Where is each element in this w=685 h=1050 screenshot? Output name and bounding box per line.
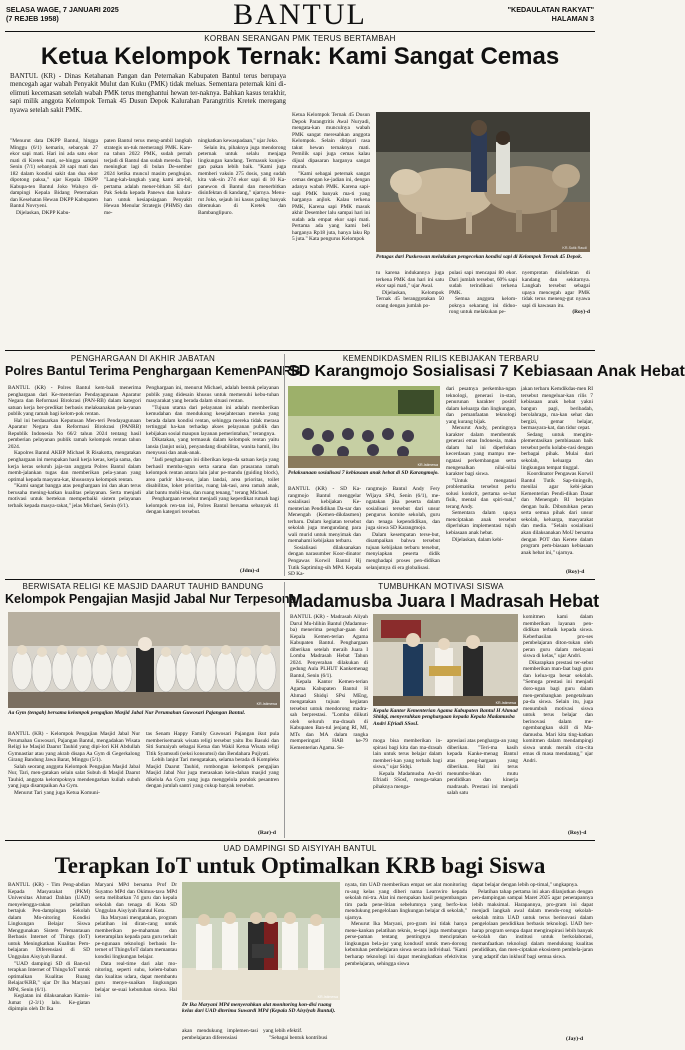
signature-line <box>522 309 590 316</box>
paragraph: Dalam kesempatan terse-but, disampaikan bahwa tersebut tujuan kebijakan terbaru tersebut, menyiapkan peserta didik menghadapi proses pen-didikan selanjutnya di era globalisasi. <box>366 531 440 571</box>
paragraph: Kepala Kantor Kemen-terian Agama Kabupaten Bantul H Ahmad Shidqi SPsi MEng, mengatakan tujuan kegiatan tersebut untuk mendorong madra-sah berprestasi. "Lomba diikuti oleh seluruh ma-drasah di Kabupaten Ban-tul jenjang RI, MI, MTs dan MA dalam rangka memperingati HAB ke-79 Kementerian Agama. Se- <box>290 679 368 751</box>
paragraph: Koordinator Pengawas Korwil Bantul Tutik Sap-tiningsih, menilai agar kebi-jakan Kementerian Pendi-dikan Dasar dan Menengah RI berjalan dengan baik. Dibutuhkan peran serta semua pihak dari unsur sekolah, keluarga, masyarakat dan media. "Selain sosialisasi akan dilaksanakan MoU bersama dengan POT dan Kerete dalam program pem-biasaan kebiasaan anak hebat ini," ujarnya. <box>521 471 593 556</box>
paragraph: pulasi sapi mencapai 80 ekor. Dari jumlah tersebut, 60% sapi sudah terindikasi terkena PMK. <box>449 270 517 296</box>
paragraph: Penghargaan ini, menurut Michael, adalah bentuk pelayanan publik yang didesain khusus untuk memenuhi kebu-tuhan masyarakat yang berada dalam situasi rentan. <box>146 385 279 405</box>
paragraph: Dijelaskan, DKPP Kabu- <box>16 210 71 217</box>
article5-col3 <box>447 738 518 836</box>
paragraph: BANTUL (KR) - Kelompok Pengajian Masjid Jabal Nur Perumahan Guwosari, Pajangan Bantul, mengadakan Wisata Religi ke Masjid Daarut Tauhid yang dipi-lori KH Abdullah Gymnastiar atau yang akrab disapa Aa Gym di Gegerkalong Girang Bandung Jawa Barat, Minggu (5/1). <box>8 731 140 764</box>
classroom-handover-photo-image <box>182 882 340 1000</box>
masthead <box>0 0 600 30</box>
paragraph: Sedang untuk mengim-plementasikan pembiasaan baik tersebut perlu kolabo-rasi dengan berbagai pihak. Mulai dari sekolah, keluarga dan lingkungan tempat tinggal. <box>521 431 593 471</box>
article3-photo <box>288 386 440 468</box>
paragraph: Selain itu, pihaknya juga mendorong peternak untuk selalu menjaga lingkungan kandang. Termasuk kunjun-gan pakan lebih baik. "Kami juga memberi vaksin 275 dosis, yang sudah kita vak-sin 274 ekor sapi di 10 Ka-panewon di Bantul dan menerbitkan disinfektan di kandang," ujarnya. Menu-rut Joko, sejauh ini kasus paling banyak ditemukan di Kretek dan Bambanglipuro. <box>198 144 286 217</box>
section-title: BANTUL <box>233 0 367 31</box>
article3-col1 <box>288 486 361 578</box>
paragraph: Data real-time dari alat mo-nitoring, seperti suhu, kelem-baban dan kualitas udara, dapat membantu guru menye-suaikan lingkungan belajar se-suai kebutuhan siswa. Hal ini <box>95 960 177 1000</box>
paragraph: tas Senam Happy Family Guwosari Pajangan ikut pula memberisemarak wisata religi tersebut yaitu Ibu Basuki dan Siti Sumaiyah sebagai Ketua dan Wakil Ketua Wisata religi Titik Syamsudi (seksi konsumsi) dan Bendahara Pujiyati. <box>146 731 279 757</box>
paragraph: Menurut Andy, pentingnya karakter dalam membentuk generasi emas Indonesia, maka dalam hal ini diperlukan kecerdasan yang mampu me-ngatasi perkembangan serta mengenalkan nilai-nilai karakter bagi siswa. <box>446 425 516 478</box>
paragraph: Sementara dalam upaya menciptakan anak tersebut diperlukan implementasi tujuh kebiasaan anak hebat. <box>446 510 516 537</box>
article4-photo <box>8 612 280 708</box>
article5-signature: (Roy)-d <box>568 830 587 836</box>
paragraph: yang lebih efektif. <box>263 1028 303 1034</box>
paragraph: jakan terbaru Kemdikdas-men RI tersebut mengeluar-kan rilis 7 kebiasaan anak hebat yakni bangun pagi, beribadah, berolahraga, ma-kan sehat dan bergizi, gemar belajar, bermasyara-kat, dan tidur cepat. <box>521 386 593 432</box>
article6-col3 <box>182 1028 258 1048</box>
paragraph: komitmen kami dalam memberikan layanan pen-didikan terbaik kepada siswa. Keberhasilan pro-ses pembelajaran diton-tukan oleh peran guru dalam melayani siswa di kelas," ujar Andri. <box>523 614 593 660</box>
article3-photo-credit: KR-Istimewa <box>417 463 438 467</box>
article1-lead <box>10 73 286 115</box>
article1-col6 <box>449 270 517 346</box>
paper-name: "KEDAULATAN RAKYAT" <box>507 5 594 14</box>
paragraph: moga bisa memberikan in-spirasi bagi kita dan ma-drasah lain untuk terus belajar dalam memberi-kan yang terbaik bagi siswa," ujar Sidqi. <box>373 738 442 771</box>
paragraph: akan mendukung implemen-tasi pembelajaran diferensiasi <box>182 1028 258 1041</box>
paragraph: Dijelaskan, Kelompok Ternak 45 beranggotakan 50 orang dengan jumlah po- <box>376 289 444 309</box>
paragraph: Dikarapkan prestasi ter-sebut memberikan man-faat bagi guru dan kelua-rga besar sekolah. "Semoga prestasi ini menjadi doro-ngan bagi guru dalam men-gembangkan pengetahuan pa-da siswa. Selain itu, juga menumbuh motivasi siswa untuk terus belajar dan berinovasi dalam me-ngembangkan skill di Ma-damusba. Mari kita ting-katkan komitmen dalam mendampingi siswa untuk meraih cita-cita emas di masa mendatang," ujar Andri. <box>523 659 593 765</box>
article3-col2 <box>366 486 440 578</box>
paragraph: Sosialisasi dilaksanakan dengan narasumber Koor-dinator Pengawas Korwil Bantul Hj Tutik Saptiming-sih MPd. Kepala SD Ka- <box>288 544 361 578</box>
paragraph: paten Bantul terus meng-ambil langkah strategis un-tuk memerangi PMK. Kare-na tahun 2022 PMK, sudah pernah terjadi di Bantul dan sudah mereda. Tapi meningkat lagi di bulan De-sember 2024 ketika muncul masim penghujan. "Lang-kah-langkah yang kami am-bil, pertama adalah mener-bitkan SE dari Pak Sekda kepada Panewu dan kalura-han untuk kesiapsiagaan Penyakit Hewan Menular Strategis (PHMS) dan me- <box>104 138 192 217</box>
article5-col1 <box>290 614 368 836</box>
section-divider <box>5 579 595 580</box>
column-divider <box>284 354 285 576</box>
paragraph: "Jadi penghargaan ini diberikan kepa-da satuan kerja yang berhasil memba-ngun serta sarana dan prasarana ramah kelompok rentan antara lain jalur pe-mandu (guiding block), area parkir khu-sus, jalan landai, area prioritas, toilet disabilitas, loket prioritas, ruang lak-tasi, area ramah anak, alat bantu mobil-itas, dan ruang tenang," terang Michael. <box>146 457 279 496</box>
masthead-page-info <box>508 6 594 23</box>
article1-col7 <box>522 270 590 346</box>
paragraph: "UAD dampingi SD di Ban-tul terapkan Internet of Things/IoT untuk optimalkan Kualitas Ruang Belajar/KRB," ujar Dr Ika Maryani MPd, Senin (6/1). <box>8 960 90 993</box>
paragraph: nyata, tim UAD memberikan empat set alat monitoring ru-ang kelas yang diberi nama Learnviro kepada sekolah mi-tra. Alat ini merupakan hasil pengembangan tim pada pene-litian sebelumnya yang berfo-kus mendukung pengelolaan lingkungan belajar di sekolah," ujarnya. <box>345 882 467 921</box>
paragraph: Kapolres Bantul AKBP Michael R Risakotta, mengatakan penghargaan ini merupakan hasil kerja keras, kerja sama, dan kerja keras seluruh jaja-ran anggota Polres Bantul dalam memb-jalankan tugas dan memberikan pela-yanan yang optimal kepada masyara-kat, khususnya kelompok rentan. <box>8 450 141 483</box>
article1-col2 <box>104 138 192 345</box>
article3-photo-caption: Pelaksanaan sosialisasi 7 kebiasaan anak hebat di SD Karangmojo. <box>288 470 439 476</box>
column-divider <box>284 582 285 838</box>
date-line-2: (7 REJEB 1958) <box>6 13 59 23</box>
paragraph: "Menurut data DKPP Bantul, hingga Minggu (6/1) kemarin, sebanyak 27 ekor sapi mati. Hari ini ada satu ekor mati di Kretek mati, se-hingga sampai Senin (7/1) sebanyak 28 sapi mati dan 182 dalam kondisi sakit dan dua ekor dipotong paksa," ujar Kepala DKPP Kabupa-ten Bantul Joko Waluyo di-dampingi Kepala Bidang Peternakan dan Kesehatan Hewan DKPP Kabupaten Bantul Novryeni. <box>10 138 98 210</box>
article6-col4 <box>263 1028 340 1048</box>
article3-kicker: KEMENDIKDASMEN RILIS KEBIJAKAN TERBARU <box>342 354 540 363</box>
masthead-rule <box>5 31 595 32</box>
paragraph: Lebih lanjut Tari mengatakan, selama berada di Kompleks Masjid Daarut Tauhid, rombongan kelompok pengajian Masjid Jabal Nur juga merasakan kein-dahan masjid yang dikelola Aa Gym yang juga menggelola pondok pesantren dengan jumlah santri yang cukup banyak tersebut. <box>146 757 279 790</box>
paragraph: BANTUL (KR) - Madrasah Aliyah Darul Mu-hlihin Bantul (Madamus-ba) menerima penghar-gaan dari Kepala Kemen-terian Agama Kabupaten Bantul. Penghargaan diberikan setelah meraih Juara I Lomba Madrasah Hebat Tahun 2024. Penyerahan dilakukan di gedung Aula PLHUT Kankemenag Bantul, Senin (6/1). <box>290 614 368 679</box>
article5-kicker: TUMBUHKAN MOTIVASI SISWA <box>378 582 504 591</box>
paragraph: Dijelaskan, dalam kebi- <box>452 536 504 543</box>
article5-col4 <box>523 614 593 828</box>
article6-headline: Terapkan IoT untuk Optimalkan KRB bagi Siswa <box>54 853 546 878</box>
article1-col4 <box>292 112 370 302</box>
paragraph: rangmojo Bantul Andy Fery Wijaya SPd, Senin (6/1), me-ngatakan jika peserta dalam sosialisasi tersebut dari unsur pengurus komite sekolah, guru dan tenaga kependidikan, dan juga siswa SD Karangmojo. <box>366 486 440 532</box>
paragraph: "Kami sangat bangga atas penghargaan ini dan akan terus berusaha mening-katkan kualitas pelayanan. Serta menjadi motivasi untuk bertekun memperbaiki sistem pelayanan terbaik kepada masya-rakat," jelas Michael, Senin (6/1). <box>8 483 141 509</box>
article1-col1 <box>10 138 98 345</box>
article6-photo <box>182 882 340 1000</box>
article5-headline: Madamusba Juara I Madrasah Hebat <box>288 591 600 611</box>
date-line-1: SELASA WAGE, 7 JANUARI 2025 <box>6 5 119 14</box>
paragraph: Salah seorang anggota Kelompok Pengajian Masjid Jabal Nur, Tari, men-gatakan selain salat Subuh di Masjid Daarut Tauhid, anggota kelompoknya mendengarkan kuliah subuh yang juga disampaikan Aa Gym. <box>8 763 140 790</box>
paragraph: "Kami sebagai peternak sangat cemas dengan ke-jadian ini, dengan adanya wabah PMK. Karena sapi-sapi PMK banyak ma-ti yang harganya anjlok. Kalau terkena PMK, Karena sapi PMK masuk akhir Desember lalu sampai hari ini sudah ada empat ekor sapi mati. Pertama ada yang kami beli harganya Rp18 juta, hanya laku Rp 5 juta." Kata pengurus Kelompok <box>292 170 370 243</box>
article6-photo-credit: KR-Istimewa <box>317 995 338 999</box>
article3-signature: (Roy)-d <box>566 569 585 575</box>
article5-photo <box>373 614 518 706</box>
classroom-photo-image <box>288 386 440 468</box>
paragraph: apresiasi atas pengharga-an yang diberikan. "Teri-ma kasih kepada Kanke-menag Bantul atas peng-hargaan yang diberikan. Hal ini terus menumbu-hkan mutu pendidikan dan kinerja madrasah. Prestasi ini menjadi salah satu <box>447 738 518 797</box>
paragraph: "Tujuan utama dari pelayanan ini adalah memberikan kemudahan dan mendukung kesejahteraan mereka yang berada dalam kondisi rentan, sehingga mereka tidak merasa tertinggal ha-kan terhadap akses pelayanan publik dan kebijakan sosial maupun layanan pemerintahan," terangnya. <box>146 404 279 437</box>
paragraph: Penghargaan tersebut menjadi yang keperdikat rumah bagi kelompok ren-tan ini, Polres Bantul bersama sebanyak 41 dengan kategori tersebut. <box>146 496 279 516</box>
article2-headline: Polres Bantul Terima Penghargaan KemenPANRB <box>5 364 301 378</box>
article4-photo-credit: KR-Istimewa <box>256 702 277 706</box>
paragraph: Maryani MPd bersama Prof Dr Suyatno MPd dan Okimus-tava MPd serta melibatkan 74 guru dan kepala sekolah dan tenaga di Kota SD Unggulan Aisyiyah Bantul Kota. <box>95 882 177 915</box>
article6-photo-caption: Dr Ika Maryani MPd menyerahkan alat monitoring kon-disi ruang kelas dari UAD diterima Suwardi MPd (Kepala SD Aisyiyah Bantul). <box>182 1002 336 1015</box>
article6-col5 <box>345 882 467 1044</box>
paragraph: BANTUL (KR) - Polres Bantul kem-bali menerima penghargaan dari Ke-menterian Pendayagunaan Aparatur Negara dan Reformasi Birokrasi (PAN-RB) dalam kategori satuan kerja ber-predikat berbasis melaksanakan pela-yanan publik yang ramah bagi kelom-pok rentan. <box>8 385 141 418</box>
paragraph: Semua anggota kelom-poknya sekarang ini diduo-rong untuk melakukan pe- <box>449 296 517 316</box>
article2-kicker: PENGHARGAAN DI AKHIR JABATAN <box>70 354 216 363</box>
article6-col1 <box>8 882 90 1044</box>
article4-col2 <box>146 731 279 835</box>
article1-kicker: KORBAN SERANGAN PMK TERUS BERTAMBAH <box>204 34 396 43</box>
article5-col2 <box>373 738 442 836</box>
paragraph: "Untuk mengatasi problematika tersebut perlu solusi konkrit, pertama se-hat fisik, mental dan spiri-tual," terang Andy. <box>446 477 516 510</box>
paragraph: Ika Maryani mengatakan, program pelatihan ini diran-cang untuk memberikan pe-mahaman dan keterampilan kepada para guru terkait pe-ngunaan teknologi berbasis In-ternet of Things/IoT dalam memantau kondisi lingkungan belajar. <box>95 914 177 961</box>
article1-signature: (Roy)-d <box>572 309 590 316</box>
article4-kicker: BERWISATA RELIGI KE MASJID DAARUT TAUHID BANDUNG <box>22 582 264 591</box>
article1-headline: Ketua Kelompok Ternak: Kami Sangat Cemas <box>40 43 560 70</box>
article4-headline: Kelompok Pengajian Masjid Jabal Nur Terpesona <box>5 592 297 606</box>
article4-signature: (Rar)-d <box>258 830 277 836</box>
article1-photo-caption: Petugas dari Puskeswan melakukan pengecekan kondisi sapi di Kelompok Ternak 45 Depok. <box>376 254 583 260</box>
paragraph: nyemprotan disinfektan di kandang dan sekitarnya. Langkah tersebut sebagai upaya mencegah agar PMK tidak terus meneng-gut nyawa sapi di kawasan itu. <box>522 270 590 309</box>
article3-headline: SD Karangmojo Sosialisasi 7 Kebiasaan Anak Hebat <box>288 363 685 380</box>
article6-col6 <box>472 882 593 1034</box>
paragraph: Ketua Kelompok Ternak 45 Dusun Depok Parangtritis Awal Nuryadi, mengata-kan munculnya wabah PMK sangat meresahkan anggota Kelompok. Selain ditipuri rasa takut hewan ternaknya mati. Pemilik sapi juga cemas kalau dijual dipasaran harganya sangat murah. <box>292 112 370 171</box>
paragraph: BANTUL (KR) - Tim Peng-abdian Kepada Masyarakat (PKM) Universitas Ahmad Dahlan (UAD) menyelengga-rakan pelatihan bertajuk Pen-dampingan Sekolah dalam Mo-nitoring Kondisi Lingkungan Belajar Siswa Menggunakan Sistem Pemantauan Berbasis Internet of Things (IoT) untuk Meningkatkan Kualitas Pem-belajaran Diferensiasi di SD Unggulan Aisyiyah Bantul. <box>8 882 90 961</box>
award-ceremony-photo-image <box>373 614 518 706</box>
article3-col4 <box>521 386 593 570</box>
paragraph: Hal ini berdasarkan Keputusan Men-teri Pendayagunaan Aparatur Negara dan Reformasi Birokrasi (PANRB) Republik Indonesia No 66/2 tahun 2024 tentang hasil pemberian pelayanan publik ramah kelompok rentan tahun 2024. <box>8 417 141 450</box>
article2-col2 <box>146 385 279 573</box>
article6-kicker: UAD DAMPINGI SD AISYIYAH BANTUL <box>223 844 377 853</box>
paragraph: tu karena indukannya juga terkena PMK dan hari ini satu ekor sapi mati," ujar Awal. <box>376 270 444 290</box>
paragraph: dari pesatnya perkemba-ngan teknologi, generasi in-stan, penurunan karakter positif dalam keluarga dan lingkungan, dan pemanfaatan teknologi yang kurang bijak. <box>446 386 516 425</box>
article2-signature: (Jdm)-d <box>240 568 260 574</box>
paragraph: Kepala Madamusba An-dri Efriadi SSosI, menga-takan pihaknya menga- <box>373 770 442 790</box>
page-number: HALAMAN 3 <box>551 13 594 23</box>
article1-photo-credit: KR-Sutik Raudi <box>562 246 587 250</box>
article4-col1 <box>8 731 140 835</box>
article2-col1 <box>8 385 141 573</box>
paragraph: Menurut Ika Maryani, pro-gram ini tidak hanya mene-kankan pelatihan teknis, te-tapi juga membangun perse-paman tentang pentingnya menciptakan lingkungan bela-jar yang kondusif untuk men-dorong kebutuhan pembelajaran siswa secara individual. "Kami berharap teknologi ini dapat meningkatkan efektivitas pembelajaran, sehingga siswa <box>345 921 467 967</box>
article1-col5 <box>376 270 444 346</box>
article5-photo-caption: Kepala Kantor Kementerian Agama Kabupaten Bantul H Ahmad Shidqi, menyerahkan penghargaan kepada Kepala Madamusba Andri Efriadi SSosI. <box>373 708 518 727</box>
section-divider <box>5 350 595 351</box>
article3-col3 <box>446 386 516 578</box>
article6-signature: (Jay)-d <box>566 1036 584 1042</box>
article1-lead-text: BANTUL (KR) - Dinas Ketahanan Pangan dan Peternakan Kabupaten Bantul terus berupaya mencegah agar wabah Penyakit Mulut dan Kuku (PMK) tidak meluas. Sementara peternak kini di-elimuti kecemasan setelah wabah PMK terus menghantui hewan ter-naknya. Bahkan kasus terakhir, sapi milik anggota Kelompok Ternak 45 Dusun Depok Kalurahan Parangtritis Kretek meregang nyawa setelah sakit PMK. <box>10 73 286 114</box>
paragraph: ningkatkan kewaspadaan," ujar Joko. <box>198 138 279 144</box>
cattle-photo-image <box>376 112 590 252</box>
article4-photo-caption: Aa Gym (tengah) bersama kelompok pengajian Masjid Jabal Nur Perumahan Guwosari Pajangan Bantul. <box>8 710 246 716</box>
group-photo-image <box>8 612 280 708</box>
article1-col3 <box>198 138 286 345</box>
paragraph: Menurut Tari yang juga Ketua Komuni- <box>14 789 100 796</box>
paragraph: BANTUL (KR) - SD Ka-rangmojo Bantul menggelar sosialisasi kebijakan Ke-menterian Pendidikan Da-sar dan Menengah (Kemen-dikdasmen) terbaru. Dalam kegiatan tersebut sekolah juga mengundang para wali murid untuk menyimak dan memahami kebijakan terbaru. <box>288 486 361 545</box>
section-divider <box>5 840 595 841</box>
article6-col2 <box>95 882 177 1044</box>
paragraph: Kegiatan ini dilaksanakan Kamis-Jumat (2-3/1) lalu. Ke-giatan dipimpin oleh Dr Ika <box>8 993 90 1013</box>
paragraph: Dikatakan, yang termasuk dalam kelompok rentan yaitu lansia (lanjut usia), penyandang disabilitas, wanita hamil, ibu menyusui dan anak-anak. <box>146 437 279 457</box>
article1-photo <box>376 112 590 252</box>
paragraph: Pelatihan tahap pertama ini akan dilanjutkan dengan pen-dampingan sampai Maret 2025 agar penerapannya lebih maksimal. Harapannya, pro-gram ini dapat menjadi langkah awal dalam mendo-rong sekolah-sekolah mitra UAD untuk terus berinovasi dalam pengelolaan pendidikan berbasis teknologi. UAD ber-harap program serupa dapat menginspirasi lebih banyak se-kolah dan institusi untuk berkolaborasi, memanfaatkan teknologi dalam mendukung kualitas pendidikan, dan men-ciptakan ekosistem pembela-jaran yang adaptif dan inklusif bagi semua siswa. <box>472 888 593 961</box>
paragraph: dapat belajar dengan lebih op-timal," ungkapnya. <box>472 882 579 888</box>
article5-photo-credit: KR-Istimewa <box>495 701 516 705</box>
paragraph: "Sebagai bentuk kontribusi <box>269 1034 328 1041</box>
